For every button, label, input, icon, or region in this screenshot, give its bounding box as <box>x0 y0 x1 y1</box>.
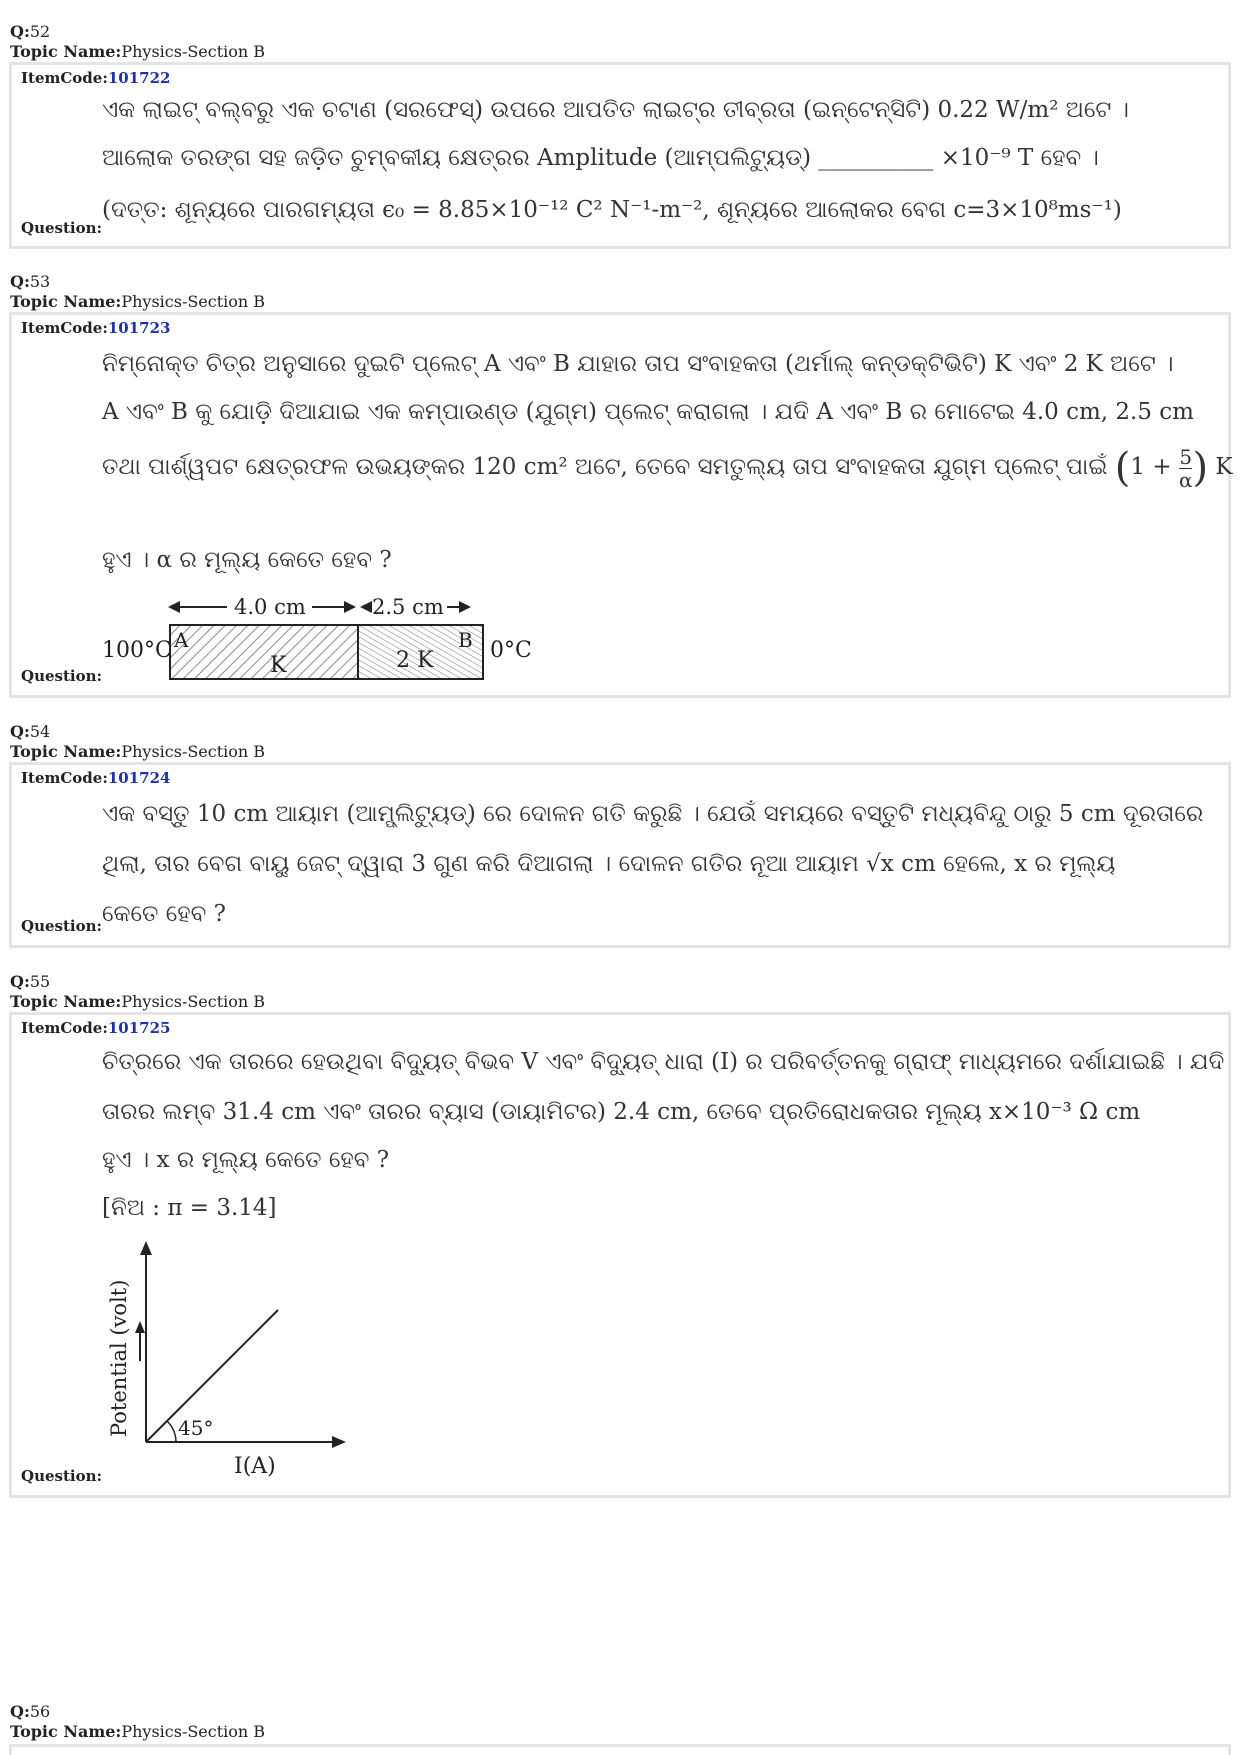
cond-a-label: K <box>270 653 287 678</box>
q53-plate-figure <box>82 587 542 687</box>
angle-label: 45° <box>178 1416 214 1440</box>
q54-number: 54 <box>29 722 51 741</box>
temp-left: 100°C <box>102 638 172 663</box>
q55-header: Q:55 Topic Name:Physics-Section B <box>10 972 266 1011</box>
dim-a-label: 4.0 cm <box>234 595 306 619</box>
q52-question-label: Question: <box>21 219 103 237</box>
q52-box <box>9 62 1231 249</box>
q54-line2: ଥିଲା, ତାର ବେଗ ବାୟୁ ଜେଟ୍ ଦ୍ୱାରା 3 ଗୁଣ କରି ଦିଆଗଲା । ଦୋଳନ ଗତିର ନୂଆ ଆୟାମ √x cm ହେଲେ, x ର ମୂଲ୍ୟ <box>102 851 1116 877</box>
q53-topic: Physics-Section B <box>121 292 266 311</box>
q53-box <box>9 312 1231 698</box>
q53-number: 53 <box>29 272 51 291</box>
q54-itemcode: ItemCode:101724 <box>21 769 171 787</box>
q54-header: Q:54 Topic Name:Physics-Section B <box>10 722 266 761</box>
q52-header: Q:52 Topic Name:Physics-Section B <box>10 22 266 61</box>
plate-a-label: A <box>174 628 189 652</box>
ylabel-arrow <box>135 1321 145 1333</box>
q55-line2: ତାରର ଲମ୍ବ 31.4 cm ଏବଂ ତାରର ବ୍ୟାସ (ଡାୟାମିଟର) 2.4 cm, ତେବେ ପ୍ରତିରୋଧକତାର ମୂଲ୍ୟ x×10⁻³ Ω cm <box>102 1099 1141 1125</box>
q53-itemcode: ItemCode:101723 <box>21 319 171 337</box>
q54-line3: କେତେ ହେବ ? <box>102 901 227 927</box>
q53-line4: ହୁଏ । α ର ମୂଲ୍ୟ କେତେ ହେବ ? <box>102 547 392 573</box>
q52-number: 52 <box>29 22 51 41</box>
q53-header: Q:53 Topic Name:Physics-Section B <box>10 272 266 311</box>
plate-b-label: B <box>458 628 473 652</box>
q52-topic: Physics-Section B <box>121 42 266 61</box>
q52-itemcode: ItemCode:101722 <box>21 69 171 87</box>
q55-vi-graph <box>92 1237 372 1482</box>
q55-box <box>9 1012 1231 1498</box>
q52-line1: ଏକ ଲାଇଟ୍ ବଲ୍ବରୁ ଏକ ଚଟାଣ (ସରଫେସ୍) ଉପରେ ଆପତିତ ଲାଇଟ୍‌ର ତୀବ୍ରତା (ଇନ୍‌ଟେନ୍‌ସିଟି) 0.22 W/m² ଅଟେ । <box>102 97 1129 123</box>
q54-question-label: Question: <box>21 917 103 935</box>
q55-line1: ଚିତ୍ରରେ ଏକ ତାରରେ ହେଉଥିବା ବିଦ୍ୟୁତ୍ ବିଭବ V ଏବଂ ବିଦ୍ୟୁତ୍ ଧାରା (I) ର ପରିବର୍ତ୍ତନକୁ ଗ୍ରାଫ୍ ମାଧ୍ୟମରେ ଦର୍ଶାଯାଇଛି । ଯଦି <box>102 1049 1225 1075</box>
q52-line3: (ଦତ୍ତ: ଶୂନ୍ୟରେ ପାରଗମ୍ୟତା ϵ₀ = 8.85×10⁻¹² C² N⁻¹-m⁻², ଶୂନ୍ୟରେ ଆଲୋକର ବେଗ c=3×10⁸ms⁻¹) <box>102 197 1122 223</box>
q55-line4: [ନିଅ : π = 3.14] <box>102 1195 277 1221</box>
x-axis-arrowhead <box>332 1436 346 1448</box>
q54-line1: ଏକ ବସ୍ତୁ 10 cm ଆୟାମ (ଆମ୍ପ୍ଲିଟ୍ୟୁଡ୍) ରେ ଦୋଳନ ଗତି କରୁଛି । ଯେଉଁ ସମୟରେ ବସ୍ତୁଟି ମଧ୍ୟବିନ୍ଦୁ ଠାରୁ 5 cm ଦୂରତାରେ <box>102 801 1204 827</box>
q53-line3: ତଥା ପାର୍ଶ୍ୱପଟ କ୍ଷେତ୍ରଫଳ ଉଭୟଙ୍କର 120 cm² ଅଟେ, ତେବେ ସମତୁଲ୍ୟ ତାପ ସଂବାହକତା ଯୁଗ୍ମ ପ୍ଲେଟ୍ ପାଇଁ (1 + $\frac{5}{\alpha}$ ) K <box>102 444 1233 492</box>
q55-line3: ହୁଏ । x ର ମୂଲ୍ୟ କେତେ ହେବ ? <box>102 1147 390 1173</box>
q53-question-label: Question: <box>21 667 103 685</box>
cond-b-label: 2 K <box>396 648 434 673</box>
q52-line2: ଆଲୋକ ତରଙ୍ଗ ସହ ଜଡ଼ିତ ଚୁମ୍ବକୀୟ କ୍ଷେତ୍ରର Amplitude (ଆମ୍ପଲିଟ୍ୟୁଡ୍) __________ ×10⁻⁹ T ହେବ । <box>102 145 1099 171</box>
q55-question-label: Question: <box>21 1467 103 1485</box>
q55-number: 55 <box>29 972 51 991</box>
q54-topic: Physics-Section B <box>121 742 266 761</box>
temp-right: 0°C <box>490 638 532 663</box>
angle-arc <box>167 1421 176 1442</box>
q54-box <box>9 762 1231 948</box>
dim-b-label: 2.5 cm <box>372 595 444 619</box>
q56-box <box>9 1744 1231 1755</box>
q55-topic: Physics-Section B <box>121 992 266 1011</box>
q55-itemcode: ItemCode:101725 <box>21 1019 171 1037</box>
x-axis-label: I(A) <box>234 1454 276 1479</box>
q56-topic: Physics-Section B <box>121 1722 266 1741</box>
y-axis-arrowhead <box>140 1241 152 1255</box>
q56-number: 56 <box>29 1702 51 1721</box>
y-axis-label: Potential (volt) <box>107 1279 131 1437</box>
q56-header: Q:56 Topic Name:Physics-Section B <box>10 1702 266 1741</box>
q53-line2: A ଏବଂ B କୁ ଯୋଡ଼ି ଦିଆଯାଇ ଏକ କମ୍ପାଉଣ୍ଡ (ଯୁଗ୍ମ) ପ୍ଲେଟ୍ କରାଗଲା । ଯଦି A ଏବଂ B ର ମୋଟେଇ 4.0 cm, 2.5 cm <box>102 399 1194 425</box>
q53-line1: ନିମ୍ନୋକ୍ତ ଚିତ୍ର ଅନୁସାରେ ଦୁଇଟି ପ୍ଲେଟ୍ A ଏବଂ B ଯାହାର ତାପ ସଂବାହକତା (ଥର୍ମାଲ୍ କନ୍‌ଡକ୍ଟିଭିଟି) K ଏବଂ 2 K ଅଟେ । <box>102 351 1174 377</box>
plate-a <box>170 625 358 679</box>
